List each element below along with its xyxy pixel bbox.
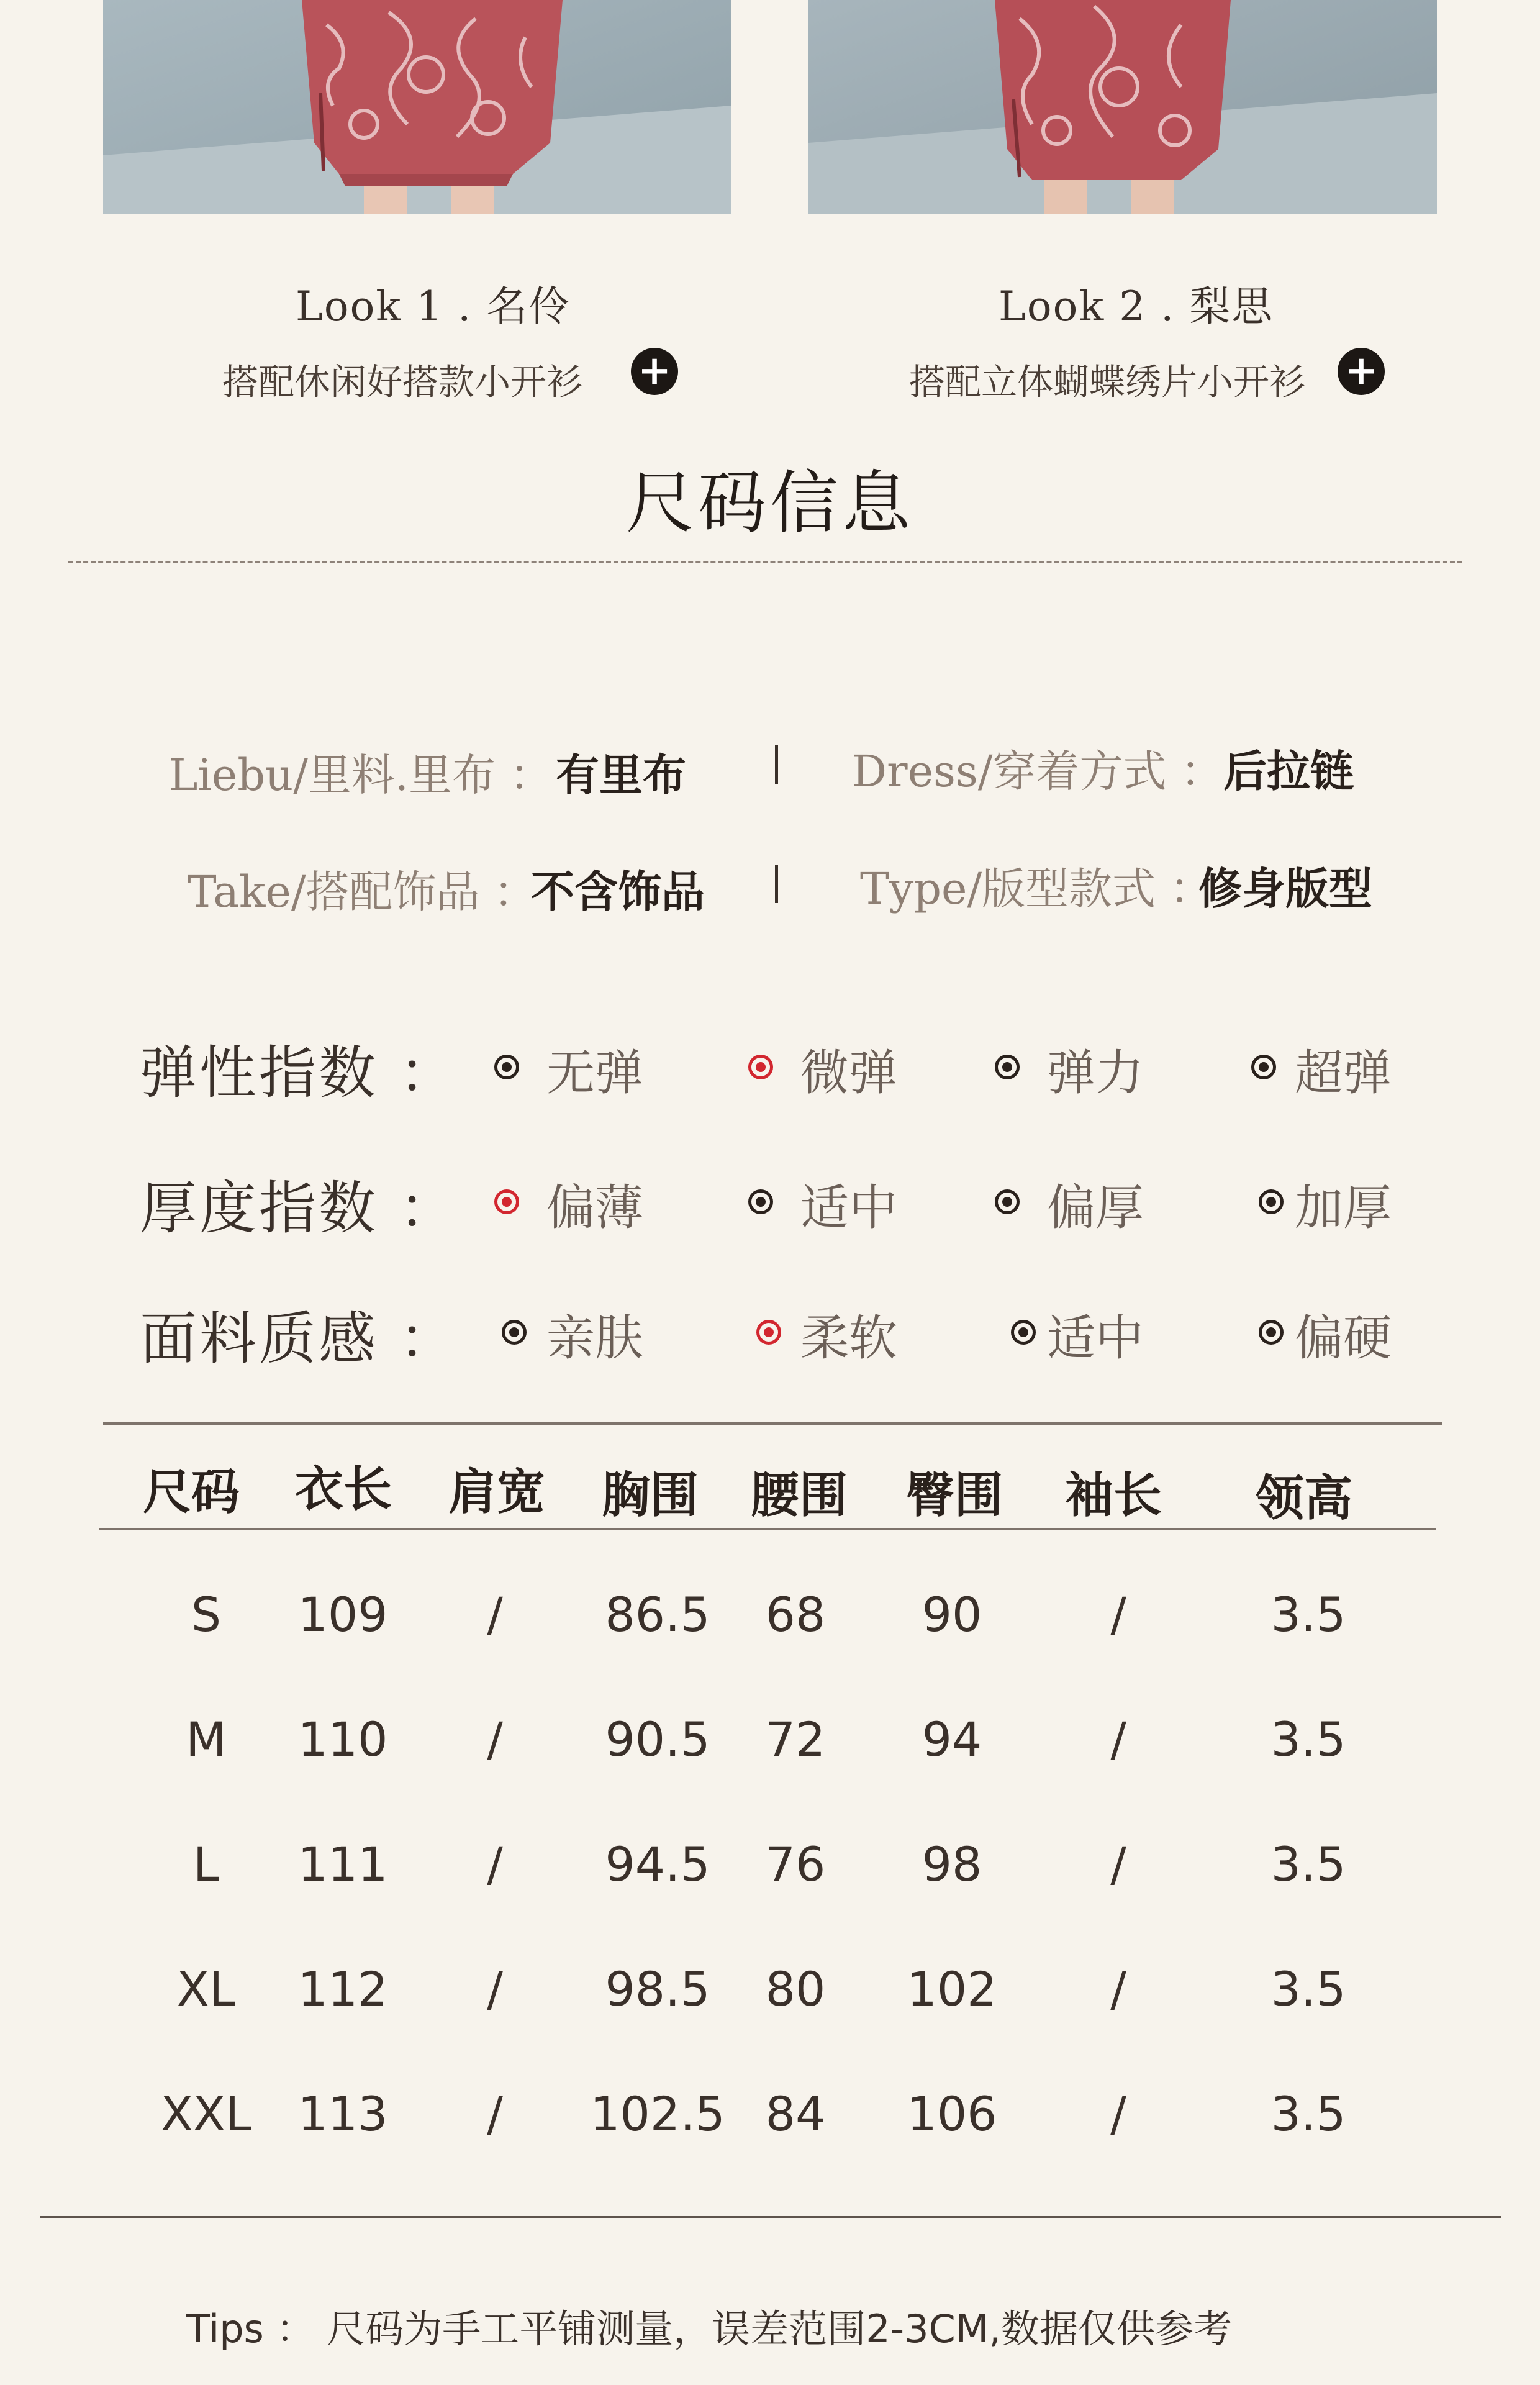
attr-lining-value: 有里布 bbox=[556, 749, 686, 801]
cell-length: 110 bbox=[297, 1712, 388, 1767]
look1-subtitle: 搭配休闲好搭款小开衫 bbox=[222, 361, 583, 403]
cell-waist: 72 bbox=[765, 1712, 826, 1767]
cell-shoulder: / bbox=[487, 2086, 503, 2142]
attr-type-value: 修身版型 bbox=[1198, 863, 1372, 914]
tips-text: Tips ： 尺码为手工平铺测量，误差范围2-3CM,数据仅供参考 bbox=[186, 2306, 1233, 2351]
cell-length: 109 bbox=[297, 1587, 388, 1642]
attr-dress-value: 后拉链 bbox=[1223, 745, 1354, 797]
cell-bust: 90.5 bbox=[605, 1712, 710, 1767]
cell-size: L bbox=[192, 1837, 220, 1892]
header-length: 衣长 bbox=[294, 1461, 392, 1517]
cell-shoulder: / bbox=[487, 1837, 503, 1892]
thickness-option-thick-dot[interactable] bbox=[995, 1189, 1020, 1214]
texture-option-skin-dot[interactable] bbox=[502, 1320, 527, 1345]
cell-hip: 102 bbox=[907, 1961, 997, 2017]
cell-size: M bbox=[186, 1712, 227, 1767]
cell-collar: 3.5 bbox=[1270, 1712, 1346, 1767]
thickness-option-thin[interactable]: 偏薄 bbox=[546, 1180, 644, 1236]
bottom-rule bbox=[40, 2216, 1502, 2218]
elasticity-option-super[interactable]: 超弹 bbox=[1295, 1045, 1392, 1101]
look1-title: Look 1 . 名伶 bbox=[296, 283, 571, 330]
header-sleeve: 袖长 bbox=[1064, 1467, 1162, 1524]
dashed-divider bbox=[68, 561, 1462, 563]
cell-sleeve: / bbox=[1110, 1837, 1126, 1892]
cell-sleeve: / bbox=[1110, 1712, 1126, 1767]
cell-hip: 90 bbox=[922, 1587, 982, 1642]
cell-bust: 102.5 bbox=[590, 2086, 725, 2142]
thickness-option-medium[interactable]: 适中 bbox=[800, 1180, 898, 1236]
elasticity-option-stretch[interactable]: 弹力 bbox=[1047, 1045, 1144, 1101]
texture-option-soft[interactable]: 柔软 bbox=[800, 1311, 898, 1366]
cell-sleeve: / bbox=[1110, 1587, 1126, 1642]
attr-lining-label: Liebu/里料.里布 ： bbox=[169, 750, 553, 801]
cell-hip: 98 bbox=[922, 1837, 982, 1892]
texture-option-hard[interactable]: 偏硬 bbox=[1295, 1311, 1392, 1366]
header-bust: 胸围 bbox=[601, 1467, 699, 1524]
cell-bust: 94.5 bbox=[605, 1837, 710, 1892]
cell-collar: 3.5 bbox=[1270, 1837, 1346, 1892]
header-collar: 领高 bbox=[1255, 1470, 1352, 1527]
look2-subtitle: 搭配立体蝴蝶绣片小开衫 bbox=[909, 361, 1306, 403]
look2-photo bbox=[808, 0, 1437, 214]
size-info-heading: 尺码信息 bbox=[626, 463, 914, 543]
cell-sleeve: / bbox=[1110, 1961, 1126, 2017]
cell-bust: 86.5 bbox=[605, 1587, 710, 1642]
look1-plus-button[interactable]: + bbox=[631, 348, 678, 395]
attr-separator bbox=[775, 745, 778, 784]
cell-sleeve: / bbox=[1110, 2086, 1126, 2142]
texture-option-medium-dot[interactable] bbox=[1011, 1320, 1036, 1345]
cell-size: XL bbox=[176, 1961, 236, 2017]
cell-collar: 3.5 bbox=[1270, 1587, 1346, 1642]
texture-option-soft-dot[interactable] bbox=[756, 1320, 781, 1345]
elasticity-option-none[interactable]: 无弹 bbox=[546, 1045, 644, 1101]
attr-take-label: Take/搭配饰品 ： bbox=[188, 866, 537, 917]
attr-take-value: 不含饰品 bbox=[531, 866, 705, 917]
header-waist: 腰围 bbox=[750, 1467, 848, 1524]
header-hip: 臀围 bbox=[905, 1467, 1003, 1524]
cell-waist: 80 bbox=[765, 1961, 826, 2017]
thickness-label: 厚度指数 ： bbox=[140, 1175, 459, 1242]
elasticity-option-super-dot[interactable] bbox=[1251, 1055, 1276, 1079]
cell-length: 112 bbox=[297, 1961, 388, 2017]
look2-plus-button[interactable]: + bbox=[1338, 348, 1385, 395]
cell-size: XXL bbox=[160, 2086, 252, 2142]
cell-waist: 76 bbox=[765, 1837, 826, 1892]
attr-dress-label: Dress/穿着方式 ： bbox=[852, 746, 1224, 797]
cell-hip: 94 bbox=[922, 1712, 982, 1767]
attr-type-label: Type/版型款式 ： bbox=[860, 863, 1213, 914]
cell-shoulder: / bbox=[487, 1961, 503, 2017]
cell-bust: 98.5 bbox=[605, 1961, 710, 2017]
header-size: 尺码 bbox=[142, 1464, 240, 1520]
texture-option-hard-dot[interactable] bbox=[1259, 1320, 1284, 1345]
cell-hip: 106 bbox=[907, 2086, 997, 2142]
cell-length: 111 bbox=[297, 1837, 388, 1892]
cell-collar: 3.5 bbox=[1270, 1961, 1346, 2017]
cell-waist: 68 bbox=[765, 1587, 826, 1642]
elasticity-option-slight[interactable]: 微弹 bbox=[800, 1045, 898, 1101]
cell-size: S bbox=[191, 1587, 222, 1642]
texture-label: 面料质感 ： bbox=[140, 1306, 459, 1372]
thickness-option-extra[interactable]: 加厚 bbox=[1295, 1180, 1392, 1236]
thickness-option-thick[interactable]: 偏厚 bbox=[1047, 1180, 1144, 1236]
elasticity-option-slight-dot[interactable] bbox=[748, 1055, 773, 1079]
look2-title: Look 2 . 梨思 bbox=[999, 283, 1274, 330]
look1-photo bbox=[103, 0, 732, 214]
table-header-rule bbox=[99, 1528, 1436, 1530]
thickness-option-thin-dot[interactable] bbox=[494, 1189, 519, 1214]
elasticity-option-stretch-dot[interactable] bbox=[995, 1055, 1020, 1079]
texture-option-skin[interactable]: 亲肤 bbox=[546, 1311, 644, 1366]
cell-length: 113 bbox=[297, 2086, 388, 2142]
attr-separator bbox=[775, 865, 778, 903]
header-shoulder: 肩宽 bbox=[448, 1464, 545, 1520]
cell-collar: 3.5 bbox=[1270, 2086, 1346, 2142]
cell-waist: 84 bbox=[765, 2086, 826, 2142]
cell-shoulder: / bbox=[487, 1587, 503, 1642]
elasticity-label: 弹性指数 ： bbox=[140, 1040, 459, 1106]
table-top-rule bbox=[103, 1422, 1442, 1425]
elasticity-option-none-dot[interactable] bbox=[494, 1055, 519, 1079]
thickness-option-medium-dot[interactable] bbox=[748, 1189, 773, 1214]
thickness-option-extra-dot[interactable] bbox=[1259, 1189, 1284, 1214]
texture-option-medium[interactable]: 适中 bbox=[1047, 1311, 1144, 1366]
cell-shoulder: / bbox=[487, 1712, 503, 1767]
